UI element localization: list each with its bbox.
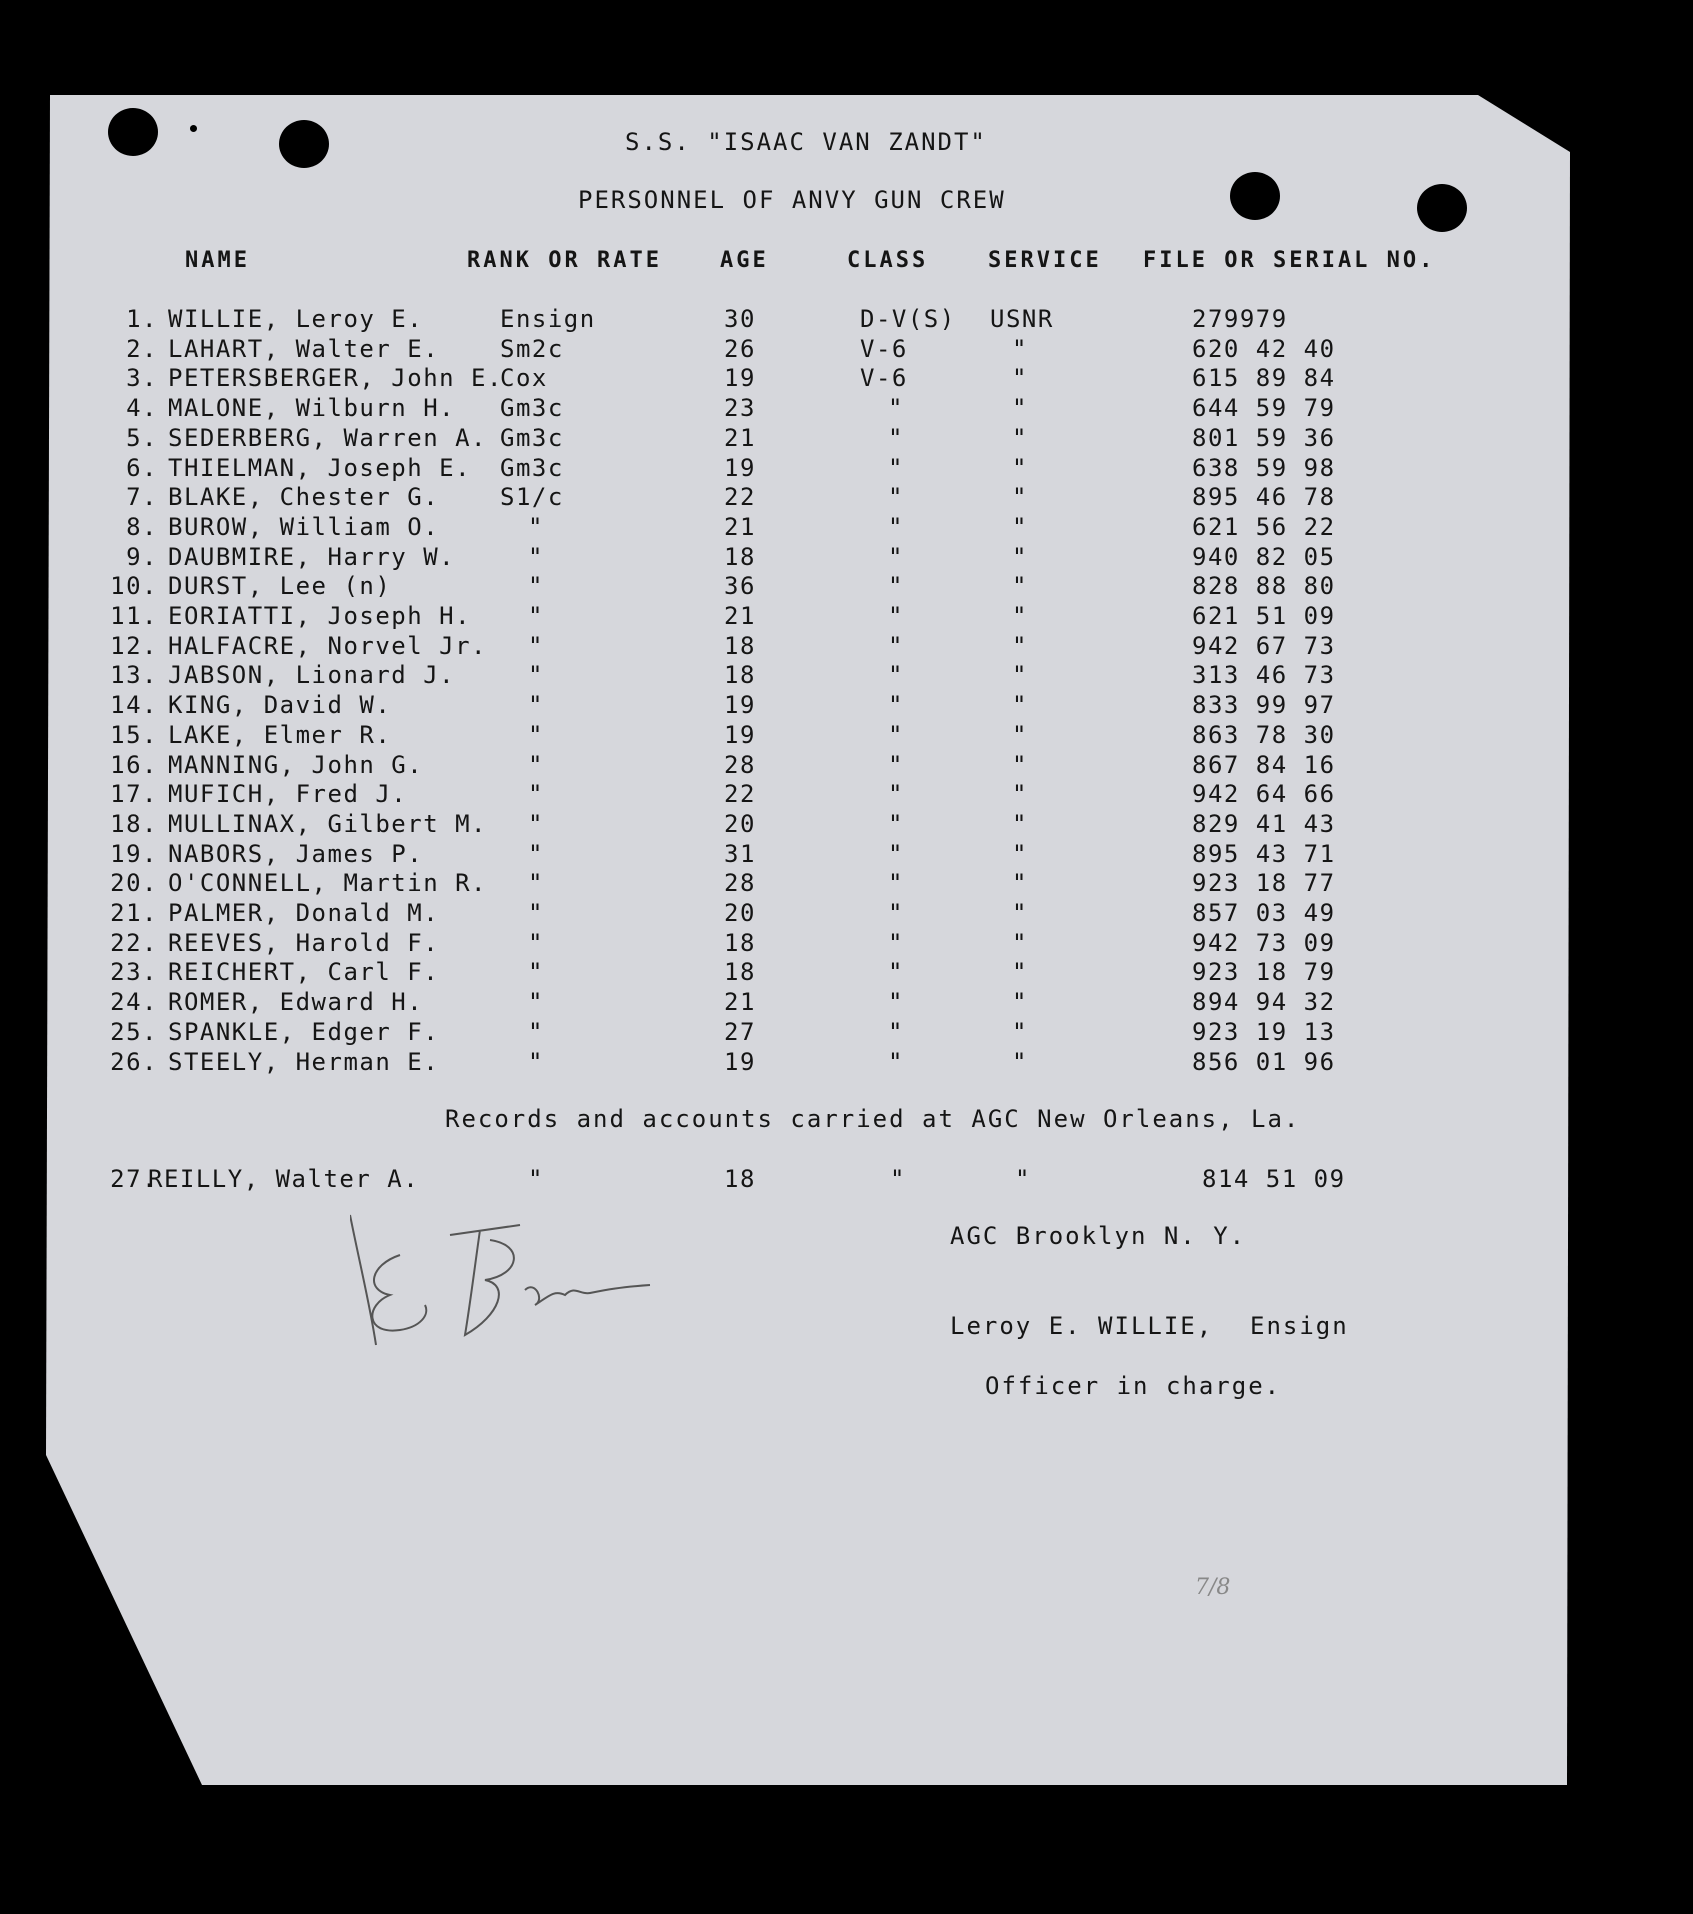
crew-service: " [1012, 661, 1028, 690]
crew-service: " [1012, 334, 1028, 363]
crew-service: " [1015, 1165, 1031, 1193]
crew-name: BLAKE, Chester G. [168, 483, 440, 512]
crew-rank: Sm2c [500, 334, 564, 363]
crew-class: " [888, 512, 904, 541]
table-row [0, 988, 1693, 1018]
row-number: 11. [110, 602, 158, 630]
crew-rank: Gm3c [500, 394, 564, 423]
row-number: 9. [126, 542, 158, 571]
crew-serial: 615 89 84 [1192, 364, 1336, 393]
crew-service: " [1012, 839, 1028, 868]
table-row [0, 632, 1693, 662]
crew-rank: " [528, 542, 544, 571]
crew-name: BUROW, William O. [168, 512, 440, 541]
crew-name: MULLINAX, Gilbert M. [168, 809, 487, 838]
crew-name: O'CONNELL, Martin R. [168, 869, 487, 898]
table-row [0, 602, 1693, 632]
crew-age: 26 [724, 334, 756, 363]
crew-serial: 833 99 97 [1192, 691, 1336, 720]
crew-rank: " [528, 602, 544, 630]
row-number: 25. [110, 1017, 158, 1046]
crew-name: LAKE, Elmer R. [168, 720, 392, 749]
crew-service: " [1012, 1017, 1028, 1046]
crew-serial: 801 59 36 [1192, 423, 1336, 452]
table-row [0, 929, 1693, 959]
crew-name: KING, David W. [168, 691, 392, 720]
crew-age: 22 [724, 483, 756, 512]
row-number: 8. [126, 512, 158, 541]
crew-rank: S1/c [500, 483, 564, 512]
table-row [0, 543, 1693, 573]
crew-serial: 621 56 22 [1192, 512, 1336, 541]
row-number: 17. [110, 780, 158, 809]
crew-service: " [1012, 988, 1028, 1017]
footer-signer: Leroy E. WILLIE, [950, 1312, 1214, 1340]
crew-name: STEELY, Herman E. [168, 1047, 440, 1076]
crew-name: NABORS, James P. [168, 839, 424, 868]
crew-service: " [1012, 453, 1028, 482]
crew-rank: Cox [500, 364, 548, 393]
crew-serial: 313 46 73 [1192, 661, 1336, 690]
crew-rank: " [528, 958, 544, 987]
crew-service: " [1012, 928, 1028, 957]
table-row [0, 780, 1693, 810]
footer-location: AGC Brooklyn N. Y. [950, 1222, 1247, 1250]
column-header-class: CLASS [847, 248, 929, 273]
crew-age: 28 [724, 750, 756, 779]
crew-service: " [1012, 958, 1028, 987]
crew-rank: " [528, 572, 544, 601]
row-number: 15. [110, 720, 158, 749]
crew-serial: 856 01 96 [1192, 1047, 1336, 1076]
crew-serial: 279979 [1192, 305, 1288, 333]
row-number: 12. [110, 631, 158, 660]
row-number: 4. [126, 394, 158, 423]
crew-age: 19 [724, 453, 756, 482]
crew-service: " [1012, 631, 1028, 660]
crew-rank: Gm3c [500, 423, 564, 452]
crew-serial: 857 03 49 [1192, 899, 1336, 927]
crew-serial: 940 82 05 [1192, 542, 1336, 571]
crew-rank: " [528, 661, 544, 690]
row-number: 21. [110, 899, 158, 927]
crew-age: 30 [724, 305, 756, 333]
row-number: 22. [110, 928, 158, 957]
crew-serial: 620 42 40 [1192, 334, 1336, 363]
crew-rank: " [528, 1017, 544, 1046]
row-number: 3. [126, 364, 158, 393]
row-number: 24. [110, 988, 158, 1017]
crew-class: V-6 [860, 334, 908, 363]
row-number: 10. [110, 572, 158, 601]
row-number: 1. [126, 305, 158, 333]
crew-serial: 644 59 79 [1192, 394, 1336, 423]
table-row [0, 751, 1693, 781]
row-number: 6. [126, 453, 158, 482]
table-row [0, 721, 1693, 751]
crew-class: " [888, 542, 904, 571]
crew-age: 19 [724, 364, 756, 393]
crew-class: V-6 [860, 364, 908, 393]
table-row [0, 840, 1693, 870]
crew-name: REEVES, Harold F. [168, 928, 440, 957]
crew-age: 21 [724, 423, 756, 452]
crew-age: 18 [724, 928, 756, 957]
crew-serial: 923 18 77 [1192, 869, 1336, 898]
crew-age: 23 [724, 394, 756, 423]
crew-serial: 942 73 09 [1192, 928, 1336, 957]
footer-role: Officer in charge. [985, 1372, 1282, 1400]
crew-class: " [888, 958, 904, 987]
crew-class: " [888, 1017, 904, 1046]
crew-class: " [888, 423, 904, 452]
crew-class: " [888, 899, 904, 927]
crew-class: " [888, 691, 904, 720]
document-title: PERSONNEL OF ANVY GUN CREW [578, 186, 1006, 214]
crew-rank: " [528, 899, 544, 927]
crew-serial: 942 64 66 [1192, 780, 1336, 809]
crew-service: " [1012, 899, 1028, 927]
crew-age: 21 [724, 602, 756, 630]
footer-signer-rank: Ensign [1250, 1312, 1349, 1340]
crew-serial: 814 51 09 [1202, 1165, 1346, 1193]
crew-name: REICHERT, Carl F. [168, 958, 440, 987]
table-row [0, 364, 1693, 394]
crew-rank: " [528, 631, 544, 660]
crew-serial: 895 46 78 [1192, 483, 1336, 512]
row-number: 27. [110, 1165, 158, 1193]
table-row [0, 335, 1693, 365]
row-number: 14. [110, 691, 158, 720]
crew-age: 36 [724, 572, 756, 601]
crew-serial: 638 59 98 [1192, 453, 1336, 482]
table-row [0, 661, 1693, 691]
crew-serial: 894 94 32 [1192, 988, 1336, 1017]
crew-class: " [888, 1047, 904, 1076]
crew-name: REILLY, Walter A. [148, 1165, 420, 1193]
crew-class: " [888, 780, 904, 809]
crew-service: " [1012, 364, 1028, 393]
crew-service: " [1012, 691, 1028, 720]
crew-class: " [888, 631, 904, 660]
crew-age: 21 [724, 512, 756, 541]
crew-name: SPANKLE, Edger F. [168, 1017, 440, 1046]
crew-name: LAHART, Walter E. [168, 334, 440, 363]
crew-age: 20 [724, 899, 756, 927]
crew-name: THIELMAN, Joseph E. [168, 453, 472, 482]
crew-service: " [1012, 869, 1028, 898]
crew-age: 27 [724, 1017, 756, 1046]
crew-class: " [888, 661, 904, 690]
crew-name: DAUBMIRE, Harry W. [168, 542, 456, 571]
crew-class: " [888, 750, 904, 779]
crew-name: MANNING, John G. [168, 750, 424, 779]
table-row [0, 424, 1693, 454]
crew-class: " [888, 809, 904, 838]
crew-name: SEDERBERG, Warren A. [168, 423, 487, 452]
crew-service: " [1012, 423, 1028, 452]
row-number: 16. [110, 750, 158, 779]
crew-rank: " [528, 720, 544, 749]
crew-rank: Ensign [500, 305, 596, 333]
crew-serial: 923 19 13 [1192, 1017, 1336, 1046]
crew-rank: " [528, 839, 544, 868]
crew-name: HALFACRE, Norvel Jr. [168, 631, 487, 660]
crew-rank: " [528, 869, 544, 898]
crew-name: PETERSBERGER, John E. [168, 364, 503, 393]
crew-rank: Gm3c [500, 453, 564, 482]
table-row [0, 869, 1693, 899]
row-number: 23. [110, 958, 158, 987]
table-row [0, 958, 1693, 988]
crew-class: " [888, 928, 904, 957]
crew-serial: 621 51 09 [1192, 602, 1336, 630]
crew-class: " [888, 572, 904, 601]
crew-rank: " [528, 691, 544, 720]
crew-class: " [890, 1165, 906, 1193]
table-row [0, 454, 1693, 484]
records-note: Records and accounts carried at AGC New Orleans, La. [445, 1105, 1301, 1133]
crew-name: JABSON, Lionard J. [168, 661, 456, 690]
crew-service: " [1012, 542, 1028, 571]
crew-name: EORIATTI, Joseph H. [168, 602, 472, 630]
table-row [0, 1048, 1693, 1078]
crew-service: " [1012, 750, 1028, 779]
row-number: 2. [126, 334, 158, 363]
crew-class: " [888, 453, 904, 482]
crew-service: " [1012, 483, 1028, 512]
crew-class: " [888, 988, 904, 1017]
crew-age: 19 [724, 1047, 756, 1076]
crew-name: DURST, Lee (n) [168, 572, 392, 601]
crew-age: 21 [724, 988, 756, 1017]
crew-class: " [888, 720, 904, 749]
crew-service: USNR [990, 305, 1054, 333]
table-row [0, 572, 1693, 602]
column-header-serial: FILE OR SERIAL NO. [1143, 248, 1436, 273]
table-row [0, 1018, 1693, 1048]
crew-rank: " [528, 512, 544, 541]
row-number: 5. [126, 423, 158, 452]
column-header-service: SERVICE [988, 248, 1102, 273]
crew-serial: 829 41 43 [1192, 809, 1336, 838]
row-number: 18. [110, 809, 158, 838]
crew-service: " [1012, 780, 1028, 809]
row-number: 26. [110, 1047, 158, 1076]
crew-service: " [1012, 1047, 1028, 1076]
column-header-age: AGE [720, 248, 769, 273]
crew-rank: " [528, 928, 544, 957]
row-number: 19. [110, 839, 158, 868]
page-mark: 7/8 [1195, 1575, 1231, 1600]
table-row [0, 810, 1693, 840]
crew-serial: 867 84 16 [1192, 750, 1336, 779]
crew-name: MUFICH, Fred J. [168, 780, 408, 809]
crew-rank: " [528, 750, 544, 779]
crew-age: 31 [724, 839, 756, 868]
crew-service: " [1012, 720, 1028, 749]
crew-serial: 923 18 79 [1192, 958, 1336, 987]
crew-class: D-V(S) [860, 305, 956, 333]
table-row [0, 394, 1693, 424]
table-row [0, 899, 1693, 929]
crew-name: PALMER, Donald M. [168, 899, 440, 927]
crew-serial: 895 43 71 [1192, 839, 1336, 868]
crew-service: " [1012, 572, 1028, 601]
crew-rank: " [528, 988, 544, 1017]
table-row [0, 513, 1693, 543]
column-header-rank: RANK OR RATE [467, 248, 662, 273]
crew-rank: " [528, 1047, 544, 1076]
crew-rank: " [528, 780, 544, 809]
crew-class: " [888, 602, 904, 630]
handwritten-signature [350, 1195, 670, 1365]
crew-age: 18 [724, 661, 756, 690]
crew-name: WILLIE, Leroy E. [168, 305, 424, 333]
crew-service: " [1012, 602, 1028, 630]
table-row [0, 691, 1693, 721]
column-header-name: NAME [185, 248, 250, 273]
crew-class: " [888, 483, 904, 512]
crew-age: 18 [724, 958, 756, 987]
crew-class: " [888, 869, 904, 898]
crew-age: 28 [724, 869, 756, 898]
crew-rank: " [528, 809, 544, 838]
row-number: 7. [126, 483, 158, 512]
crew-name: MALONE, Wilburn H. [168, 394, 456, 423]
crew-class: " [888, 839, 904, 868]
crew-class: " [888, 394, 904, 423]
crew-age: 18 [724, 1165, 756, 1193]
crew-serial: 942 67 73 [1192, 631, 1336, 660]
row-number: 20. [110, 869, 158, 898]
table-row [0, 483, 1693, 513]
ship-name: S.S. "ISAAC VAN ZANDT" [625, 128, 987, 156]
crew-age: 19 [724, 720, 756, 749]
crew-age: 18 [724, 542, 756, 571]
crew-rank: " [528, 1165, 544, 1193]
crew-age: 18 [724, 631, 756, 660]
crew-serial: 828 88 80 [1192, 572, 1336, 601]
crew-age: 22 [724, 780, 756, 809]
crew-serial: 863 78 30 [1192, 720, 1336, 749]
row-number: 13. [110, 661, 158, 690]
crew-service: " [1012, 809, 1028, 838]
crew-age: 19 [724, 691, 756, 720]
table-row [0, 305, 1693, 335]
crew-service: " [1012, 512, 1028, 541]
crew-age: 20 [724, 809, 756, 838]
table-row [0, 1165, 1693, 1195]
crew-name: ROMER, Edward H. [168, 988, 424, 1017]
crew-service: " [1012, 394, 1028, 423]
